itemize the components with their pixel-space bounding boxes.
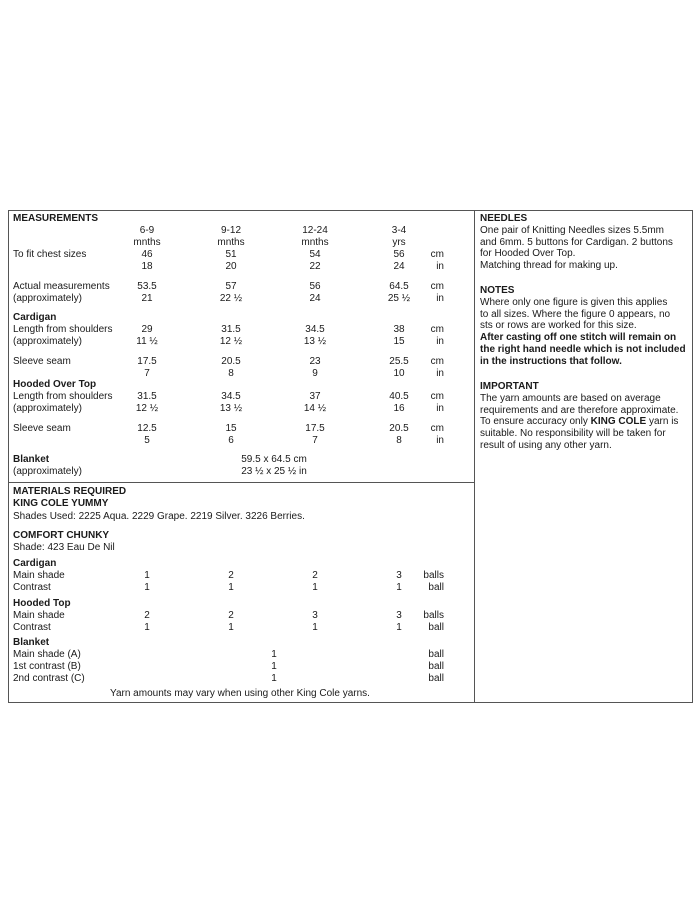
cell: 13 ½	[303, 336, 327, 347]
row-label: (approximately)	[13, 336, 82, 347]
column-divider	[474, 210, 475, 702]
needles-text	[480, 225, 673, 272]
cell: 56	[309, 281, 321, 292]
size-header: 6-9	[139, 225, 155, 236]
cell: 12.5	[137, 423, 157, 434]
important-line: suitable. No responsibility will be taken for	[480, 428, 666, 440]
cell: 10	[393, 368, 405, 379]
important-text-pre: To ensure accuracy only	[480, 416, 591, 428]
cell: 9	[312, 368, 318, 379]
row-label: 2nd contrast (C)	[13, 673, 85, 684]
needles-line: One pair of Knitting Needles sizes 5.5mm	[480, 225, 664, 236]
row-label: Main shade	[13, 570, 65, 581]
unit-cm: cm	[430, 281, 444, 292]
section-heading: Hooded Top	[13, 598, 71, 609]
cell: 2	[228, 610, 234, 621]
cell: 22	[309, 261, 321, 272]
cell: 25 ½	[387, 293, 411, 304]
notes-text	[480, 297, 686, 367]
cell: 2	[228, 570, 234, 581]
shades-used: Shades Used: 2225 Aqua. 2229 Grape. 2219 Silver. 3226 Berries.	[13, 511, 305, 522]
cell: 12 ½	[219, 336, 243, 347]
cell: 7	[312, 435, 318, 446]
cell: 3	[396, 610, 402, 621]
shade: Shade: 423 Eau De Nil	[13, 542, 115, 553]
unit-in: in	[436, 261, 444, 272]
unit-cm: cm	[430, 391, 444, 402]
important-line: result of using any other yarn.	[480, 439, 612, 451]
section-heading: Blanket	[13, 454, 50, 465]
row-label: (approximately)	[13, 466, 82, 477]
needles-line: Matching thread for making up.	[480, 260, 618, 272]
cell: 8	[228, 368, 234, 379]
unit-cm: cm	[430, 423, 444, 434]
cell: 31.5	[221, 324, 241, 335]
cell: 1	[396, 622, 402, 633]
cell: 18	[141, 261, 153, 272]
notes-bold-line: the right hand needle which is not included	[480, 343, 686, 355]
size-unit: mnths	[217, 237, 245, 248]
cell: 8	[396, 435, 402, 446]
important-text	[480, 393, 678, 452]
cell: 15	[225, 423, 237, 434]
row-label: Contrast	[13, 622, 51, 633]
cell: 1	[271, 661, 277, 672]
notes-line: sts or rows are worked for this size.	[480, 320, 637, 332]
cell: 1	[271, 673, 277, 684]
cell: 17.5	[305, 423, 325, 434]
cell: 17.5	[137, 356, 157, 367]
cell: 23	[309, 356, 321, 367]
cell: 13 ½	[219, 403, 243, 414]
cell: 24	[393, 261, 405, 272]
row-label: Sleeve seam	[13, 356, 71, 367]
needles-line: and 6mm. 5 buttons for Cardigan. 2 buttons	[480, 236, 673, 248]
cell: 51	[225, 249, 237, 260]
cell: 1	[271, 649, 277, 660]
cell: 20	[225, 261, 237, 272]
cell: 57	[225, 281, 237, 292]
cell: 11 ½	[136, 336, 158, 347]
unit-cm: cm	[430, 249, 444, 260]
size-header: 12-24	[302, 225, 328, 236]
cell: 22 ½	[219, 293, 243, 304]
cell: 1	[228, 582, 234, 593]
cell: 5	[144, 435, 150, 446]
unit-in: in	[436, 368, 444, 379]
cell: 34.5	[305, 324, 325, 335]
cell: 15	[393, 336, 405, 347]
cell: 53.5	[137, 281, 157, 292]
row-label: 1st contrast (B)	[13, 661, 81, 672]
cell: 1	[312, 582, 318, 593]
cell: 31.5	[137, 391, 157, 402]
row-label: Main shade	[13, 610, 65, 621]
cell: 54	[309, 249, 321, 260]
cell: 46	[141, 249, 153, 260]
notes-line: Where only one figure is given this applies	[480, 297, 668, 308]
row-label: To fit chest sizes	[13, 249, 87, 260]
footnote: Yarn amounts may vary when using other King Cole yarns.	[110, 688, 370, 699]
unit-balls: balls	[423, 610, 444, 621]
row-label: Main shade (A)	[13, 649, 81, 660]
cell: 14 ½	[303, 403, 327, 414]
brand-name: KING COLE	[590, 416, 647, 428]
unit-in: in	[436, 403, 444, 414]
size-header: 3-4	[391, 225, 407, 236]
cell: 1	[144, 582, 150, 593]
unit-cm: cm	[430, 324, 444, 335]
cell: 20.5	[389, 423, 409, 434]
size-header: 9-12	[220, 225, 242, 236]
needles-line: for Hooded Over Top.	[480, 248, 576, 260]
cell: 1	[144, 570, 150, 581]
cell: 1	[312, 622, 318, 633]
cell: 56	[393, 249, 405, 260]
notes-bold-line: in the instructions that follow.	[480, 355, 622, 367]
section-heading: Blanket	[13, 637, 50, 648]
page-frame	[8, 210, 693, 703]
cell: 24	[309, 293, 321, 304]
measurements-title: MEASUREMENTS	[13, 213, 99, 224]
cell: 21	[141, 293, 153, 304]
row-label: Length from shoulders	[13, 324, 113, 335]
cell: 34.5	[221, 391, 241, 402]
cell: 40.5	[389, 391, 409, 402]
cell: 29	[141, 324, 153, 335]
important-line	[480, 416, 678, 428]
row-label: Sleeve seam	[13, 423, 71, 434]
yarn-name: KING COLE YUMMY	[13, 498, 109, 509]
important-line: requirements and are therefore approximate.	[480, 404, 679, 416]
section-heading: Cardigan	[13, 558, 57, 569]
unit-ball: ball	[428, 673, 444, 684]
unit-in: in	[436, 293, 444, 304]
size-unit: mnths	[301, 237, 329, 248]
unit-ball: ball	[428, 649, 444, 660]
cell: 1	[144, 622, 150, 633]
cell: 59.5 x 64.5 cm	[241, 454, 307, 465]
important-title: IMPORTANT	[480, 381, 539, 392]
notes-bold-line: After casting off one stitch will remain on	[480, 332, 677, 344]
unit-ball: ball	[428, 661, 444, 672]
cell: 6	[228, 435, 234, 446]
cell: 7	[144, 368, 150, 379]
cell: 38	[393, 324, 405, 335]
row-label: Length from shoulders	[13, 391, 113, 402]
cell: 3	[396, 570, 402, 581]
cell: 3	[312, 610, 318, 621]
row-label: Contrast	[13, 582, 51, 593]
notes-title: NOTES	[480, 285, 515, 296]
section-heading: Cardigan	[13, 312, 57, 323]
cell: 1	[396, 582, 402, 593]
size-unit: yrs	[392, 237, 406, 248]
cell: 20.5	[221, 356, 241, 367]
cell: 25.5	[389, 356, 409, 367]
row-label: Actual measurements	[13, 281, 110, 292]
cell: 23 ½ x 25 ½ in	[241, 466, 307, 477]
unit-in: in	[436, 336, 444, 347]
needles-title: NEEDLES	[480, 213, 528, 224]
section-heading: Hooded Over Top	[13, 379, 97, 390]
unit-ball: ball	[428, 582, 444, 593]
cell: 2	[312, 570, 318, 581]
notes-line: to all sizes. Where the figure 0 appears, no	[480, 308, 671, 320]
unit-in: in	[436, 435, 444, 446]
unit-balls: balls	[423, 570, 444, 581]
section-divider	[8, 482, 475, 483]
unit-ball: ball	[428, 622, 444, 633]
important-text-post: yarn is	[646, 416, 679, 428]
cell: 1	[228, 622, 234, 633]
row-label: (approximately)	[13, 403, 82, 414]
row-label: (approximately)	[13, 293, 82, 304]
yarn-name: COMFORT CHUNKY	[13, 530, 110, 541]
important-line: The yarn amounts are based on average	[480, 393, 661, 404]
cell: 12 ½	[135, 403, 159, 414]
cell: 2	[144, 610, 150, 621]
cell: 64.5	[389, 281, 409, 292]
materials-title: MATERIALS REQUIRED	[13, 486, 127, 497]
cell: 16	[393, 403, 405, 414]
unit-cm: cm	[430, 356, 444, 367]
size-unit: mnths	[133, 237, 161, 248]
cell: 37	[309, 391, 321, 402]
